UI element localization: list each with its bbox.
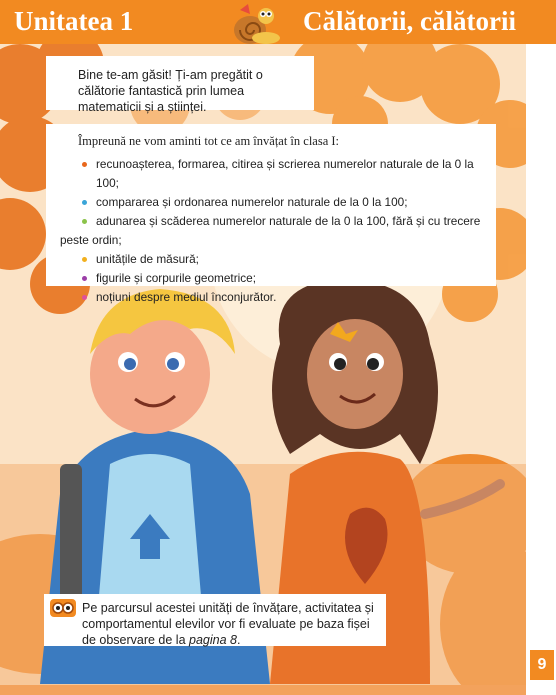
page-reference-link[interactable]: pagina 8 <box>189 633 237 647</box>
bullet-dot <box>82 295 87 300</box>
review-box <box>46 124 496 304</box>
list-item: unitățile de măsură; <box>60 250 482 269</box>
header-bar <box>0 0 556 44</box>
review-list <box>60 155 482 307</box>
page-title: Călătorii, călătorii <box>303 6 516 36</box>
snail-mascot-icon <box>226 2 282 48</box>
bullet-dot <box>82 162 87 167</box>
footer-strip <box>0 685 526 695</box>
bullet-dot <box>82 200 87 205</box>
list-item: noțiuni despre mediul înconjurător. <box>60 288 482 307</box>
page-number: 9 <box>530 650 554 680</box>
intro-box <box>46 56 314 114</box>
evaluation-note: Pe parcursul acestei unități de învățare, activitatea și comportamentul elevilor vor fi evaluate pe baza fișei de observare de la pagina 8. <box>44 594 386 646</box>
list-item: adunarea și scăderea numerelor naturale de la 0 la 100, fără și cu trecere peste ordin; <box>60 214 481 247</box>
list-item: compararea și ordonarea numerelor naturale de la 0 la 100; <box>60 193 482 212</box>
intro-text: Bine te-am găsit! Ți-am pregătit o călătorie fantastică prin lumea matematicii și a științei. <box>78 68 263 114</box>
list-item: recunoașterea, formarea, citirea și scrierea numerelor naturale de la 0 la 100; <box>60 155 482 193</box>
review-lead: Împreună ne vom aminti tot ce am învățat în clasa I: <box>78 134 340 148</box>
note-text: Pe parcursul acestei unități de învățare, activitatea și comportamentul elevilor vor fi evaluate pe baza fișei de observare de la <box>82 601 374 647</box>
bullet-dot <box>82 257 87 262</box>
unit-label: Unitatea 1 <box>14 6 134 36</box>
glasses-icon <box>50 599 76 617</box>
bullet-dot <box>82 219 87 224</box>
bullet-dot <box>82 276 87 281</box>
page-margin <box>526 44 556 695</box>
list-item: figurile și corpurile geometrice; <box>60 269 482 288</box>
